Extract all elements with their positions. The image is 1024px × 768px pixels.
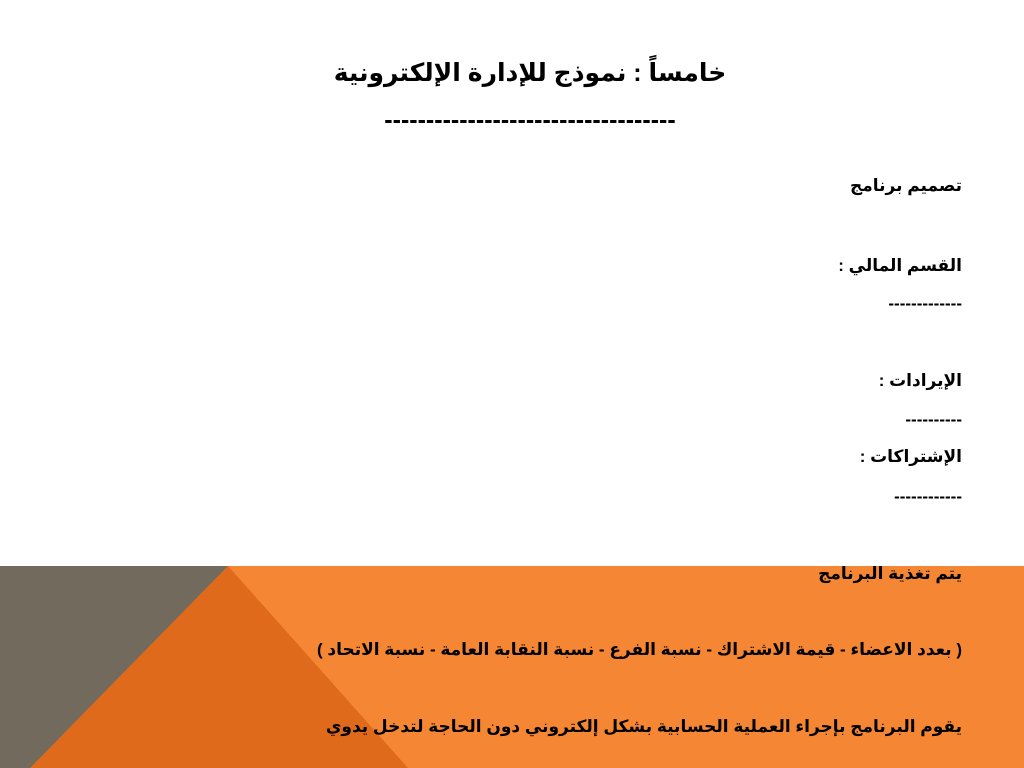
text-line-subscriptions: الإشتراكات :	[859, 447, 962, 466]
text-line-revenues: الإيرادات :	[878, 371, 962, 390]
text-line-program-calculation: يقوم البرنامج بإجراء العملية الحسابية بشكل إلكتروني دون الحاجة لتدخل يدوي	[325, 717, 962, 736]
text-line-divider: ----------	[905, 410, 962, 429]
title-underline: -----------------------------------	[384, 106, 676, 134]
text-line-program-feeding: يتم تغذية البرنامج	[818, 564, 962, 583]
text-line-program-design: تصميم برنامج	[849, 176, 962, 195]
slide-title: خامساً : نموذج للإدارة الإلكترونية	[333, 59, 727, 87]
text-line-finance-section: القسم المالي :	[838, 256, 962, 275]
text-line-program-inputs: ( بعدد الاعضاء - قيمة الاشتراك - نسبة الفرع - نسبة النقابة العامة - نسبة الاتحاد )	[316, 640, 962, 659]
text-line-divider: ------------	[894, 487, 962, 506]
text-line-divider: -------------	[888, 294, 962, 313]
